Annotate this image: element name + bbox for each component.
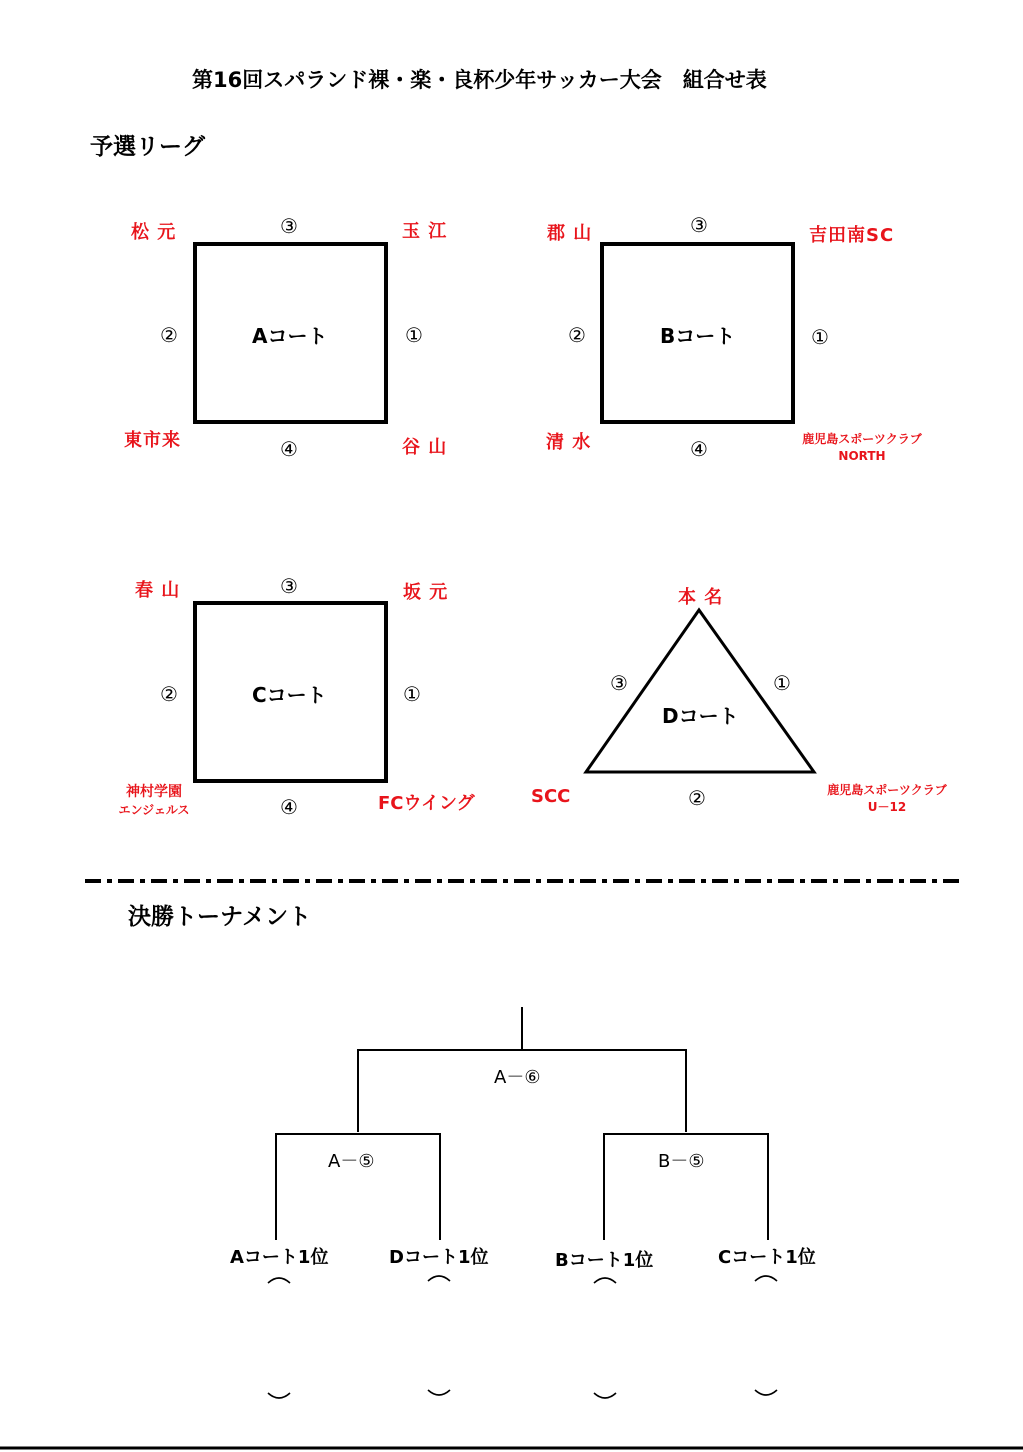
team-b-bottom-left: 清 水 xyxy=(546,432,592,453)
team-d-bottom-right-line2: U－12 xyxy=(867,800,907,814)
match-a-top: ③ xyxy=(280,214,298,238)
match-d-bottom: ② xyxy=(688,786,706,810)
court-a-label: Aコート xyxy=(252,324,328,348)
team-d-bottom-left: SCC xyxy=(531,786,571,807)
match-c-bottom: ④ xyxy=(280,795,298,819)
team-c-bottom-left-line1: 神村学園 xyxy=(126,784,182,800)
match-c-right: ① xyxy=(403,682,421,706)
match-a-right: ① xyxy=(405,323,423,347)
final-match-label: A－⑥ xyxy=(494,1067,541,1088)
team-d-bottom-right xyxy=(822,782,952,816)
team-c-top-left: 春 山 xyxy=(135,580,181,601)
court-c-label: Cコート xyxy=(252,683,327,707)
entrant-4: Cコート1位 xyxy=(718,1247,816,1268)
team-b-top-left: 郡 山 xyxy=(547,223,593,244)
team-a-top-left: 松 元 xyxy=(131,222,177,243)
team-b-top-right: 吉田南SC xyxy=(809,225,895,246)
match-b-bottom: ④ xyxy=(690,437,708,461)
court-d-label: Dコート xyxy=(662,704,739,728)
team-c-bottom-right: FCウイング xyxy=(378,793,475,814)
entrant-1: Aコート1位 xyxy=(230,1247,329,1268)
team-d-bottom-right-line1: 鹿児島スポーツクラブ xyxy=(827,783,947,797)
match-b-top: ③ xyxy=(690,213,708,237)
page-title: 第16回スパランド裸・楽・良杯少年サッカー大会 組合せ表 xyxy=(192,68,767,92)
team-d-top: 本 名 xyxy=(678,587,724,608)
team-b-bottom-right xyxy=(797,431,927,465)
tournament-bracket xyxy=(276,1007,768,1240)
team-c-top-right: 坂 元 xyxy=(403,582,449,603)
match-a-left: ② xyxy=(160,323,178,347)
court-b-label: Bコート xyxy=(660,324,736,348)
team-a-top-right: 玉 江 xyxy=(402,221,448,242)
team-a-bottom-left: 東市来 xyxy=(124,430,181,451)
match-d-left: ③ xyxy=(610,671,628,695)
preliminary-heading: 予選リーグ xyxy=(90,134,205,160)
final-heading: 決勝トーナメント xyxy=(128,904,312,930)
semi-left-label: A－⑤ xyxy=(328,1151,375,1172)
match-c-top: ③ xyxy=(280,574,298,598)
match-b-left: ② xyxy=(568,323,586,347)
semi-right-label: B－⑤ xyxy=(658,1151,705,1172)
team-a-bottom-right: 谷 山 xyxy=(402,437,448,458)
team-c-bottom-left-line2: エンジェルス xyxy=(118,803,190,817)
match-a-bottom: ④ xyxy=(280,437,298,461)
team-b-bottom-right-line1: 鹿児島スポーツクラブ xyxy=(802,432,922,446)
match-c-left: ② xyxy=(160,682,178,706)
entrant-2: Dコート1位 xyxy=(389,1247,489,1268)
score-brackets xyxy=(268,1276,777,1398)
team-b-bottom-right-line2: NORTH xyxy=(838,449,886,463)
match-d-right: ① xyxy=(773,671,791,695)
match-b-right: ① xyxy=(811,325,829,349)
entrant-3: Bコート1位 xyxy=(555,1250,654,1271)
